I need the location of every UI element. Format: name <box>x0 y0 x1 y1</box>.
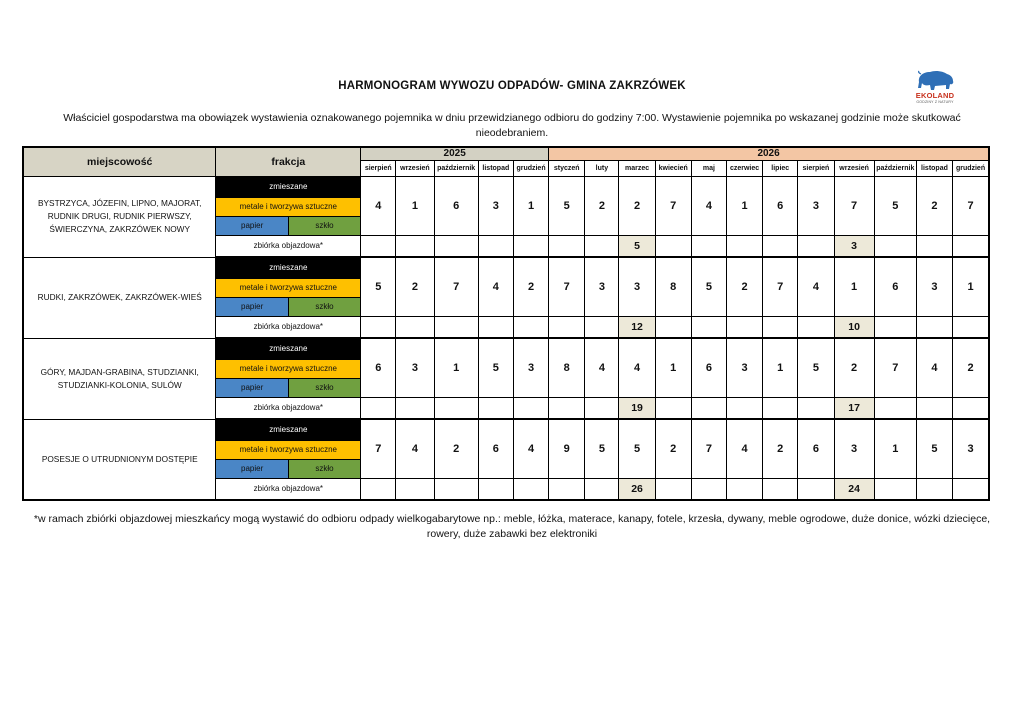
bulky-day-cell <box>726 235 762 257</box>
pickup-day-cell: 2 <box>763 419 798 478</box>
header-year-2026: 2026 <box>549 147 989 160</box>
month-header: kwiecień <box>655 160 691 176</box>
pickup-day-cell: 2 <box>396 257 434 316</box>
schedule-body <box>23 176 989 500</box>
month-header: marzec <box>619 160 655 176</box>
location-cell: RUDKI, ZAKRZÓWEK, ZAKRZÓWEK-WIEŚ <box>23 257 216 338</box>
month-header: sierpień <box>361 160 396 176</box>
bulky-day-cell: 17 <box>834 397 874 419</box>
bulky-day-cell <box>953 235 989 257</box>
pickup-day-cell: 5 <box>691 257 726 316</box>
table-row <box>23 419 989 440</box>
bulky-day-cell <box>434 235 478 257</box>
pickup-day-cell: 6 <box>691 338 726 397</box>
bulky-day-cell <box>396 235 434 257</box>
bison-icon <box>913 68 957 92</box>
pickup-day-cell: 5 <box>478 338 513 397</box>
bulky-day-cell <box>726 478 762 500</box>
bulky-day-cell <box>513 316 548 338</box>
bulky-day-cell <box>478 478 513 500</box>
pickup-day-cell: 7 <box>434 257 478 316</box>
pickup-day-cell: 4 <box>619 338 655 397</box>
bulky-day-cell <box>396 478 434 500</box>
pickup-day-cell: 1 <box>513 176 548 235</box>
logo-tagline: GODZINY Z NATURY <box>916 100 954 104</box>
bulky-day-cell <box>513 478 548 500</box>
bulky-day-cell <box>585 397 619 419</box>
fraction-glass: szkło <box>289 379 360 397</box>
fraction-paper: papier <box>216 379 288 397</box>
pickup-day-cell: 5 <box>916 419 952 478</box>
bulky-day-cell <box>874 235 916 257</box>
bulky-day-cell <box>798 478 834 500</box>
fraction-bulky-collection: zbiórka objazdowa* <box>216 397 361 419</box>
ekoland-logo <box>905 68 965 112</box>
bulky-day-cell <box>798 397 834 419</box>
pickup-day-cell: 3 <box>916 257 952 316</box>
fraction-metals-plastics: metale i tworzywa sztuczne <box>216 440 361 459</box>
pickup-day-cell: 3 <box>396 338 434 397</box>
bulky-day-cell <box>434 478 478 500</box>
month-header: luty <box>585 160 619 176</box>
month-header: lipiec <box>763 160 798 176</box>
bulky-day-cell <box>361 397 396 419</box>
pickup-day-cell: 7 <box>691 419 726 478</box>
pickup-day-cell: 3 <box>726 338 762 397</box>
bulky-day-cell <box>655 235 691 257</box>
fraction-metals-plastics: metale i tworzywa sztuczne <box>216 359 361 378</box>
pickup-day-cell: 4 <box>478 257 513 316</box>
fraction-metals-plastics: metale i tworzywa sztuczne <box>216 197 361 216</box>
bulky-day-cell <box>916 316 952 338</box>
pickup-day-cell: 4 <box>585 338 619 397</box>
bulky-day-cell <box>798 235 834 257</box>
bulky-day-cell <box>549 397 585 419</box>
bulky-day-cell <box>361 235 396 257</box>
pickup-day-cell: 6 <box>434 176 478 235</box>
pickup-day-cell: 6 <box>874 257 916 316</box>
bulky-day-cell <box>691 397 726 419</box>
pickup-day-cell: 5 <box>619 419 655 478</box>
pickup-day-cell: 5 <box>549 176 585 235</box>
fraction-metals-plastics: metale i tworzywa sztuczne <box>216 278 361 297</box>
bulky-day-cell <box>874 397 916 419</box>
location-cell: BYSTRZYCA, JÓZEFIN, LIPNO, MAJORAT, RUDNIK DRUGI, RUDNIK PIERWSZY, ŚWIERCZYNA, ZAKRZÓWEK NOWY <box>23 176 216 257</box>
pickup-day-cell: 2 <box>834 338 874 397</box>
pickup-day-cell: 3 <box>513 338 548 397</box>
month-header: wrzesień <box>396 160 434 176</box>
pickup-day-cell: 3 <box>619 257 655 316</box>
bulky-day-cell: 26 <box>619 478 655 500</box>
pickup-day-cell: 4 <box>726 419 762 478</box>
pickup-day-cell: 7 <box>549 257 585 316</box>
month-header: sierpień <box>798 160 834 176</box>
pickup-day-cell: 5 <box>798 338 834 397</box>
table-row <box>23 338 989 359</box>
pickup-day-cell: 2 <box>434 419 478 478</box>
bulky-day-cell <box>763 235 798 257</box>
month-header: listopad <box>478 160 513 176</box>
month-header: czerwiec <box>726 160 762 176</box>
pickup-day-cell: 1 <box>434 338 478 397</box>
fraction-glass: szkło <box>289 217 360 235</box>
pickup-day-cell: 1 <box>655 338 691 397</box>
pickup-day-cell: 2 <box>916 176 952 235</box>
logo-brand: EKOLAND <box>915 91 955 100</box>
month-header: listopad <box>916 160 952 176</box>
location-cell: GÓRY, MAJDAN-GRABINA, STUDZIANKI, STUDZIANKI-KOLONIA, SULÓW <box>23 338 216 419</box>
bulky-day-cell: 12 <box>619 316 655 338</box>
bulky-day-cell <box>691 316 726 338</box>
pickup-day-cell: 3 <box>834 419 874 478</box>
bulky-day-cell <box>726 316 762 338</box>
bulky-day-cell <box>549 316 585 338</box>
pickup-day-cell: 7 <box>874 338 916 397</box>
bulky-day-cell <box>655 397 691 419</box>
fraction-mixed: zmieszane <box>216 419 361 440</box>
bulky-day-cell <box>478 316 513 338</box>
schedule-table <box>22 146 990 501</box>
pickup-day-cell: 9 <box>549 419 585 478</box>
page-title: HARMONOGRAM WYWOZU ODPADÓW- GMINA ZAKRZÓWEK <box>338 80 686 92</box>
pickup-day-cell: 1 <box>726 176 762 235</box>
pickup-day-cell: 4 <box>513 419 548 478</box>
pickup-day-cell: 8 <box>549 338 585 397</box>
pickup-day-cell: 5 <box>874 176 916 235</box>
header-location: miejscowość <box>23 147 216 176</box>
month-header: grudzień <box>953 160 989 176</box>
fraction-paper: papier <box>216 298 288 316</box>
month-header: styczeń <box>549 160 585 176</box>
bulky-day-cell: 3 <box>834 235 874 257</box>
fraction-mixed: zmieszane <box>216 176 361 197</box>
fraction-paper: papier <box>216 217 288 235</box>
pickup-day-cell: 2 <box>953 338 989 397</box>
bulky-day-cell <box>763 316 798 338</box>
bulky-day-cell <box>513 235 548 257</box>
pickup-day-cell: 7 <box>655 176 691 235</box>
bulky-day-cell <box>396 397 434 419</box>
pickup-day-cell: 1 <box>396 176 434 235</box>
pickup-day-cell: 4 <box>396 419 434 478</box>
month-header: grudzień <box>513 160 548 176</box>
bulky-day-cell: 10 <box>834 316 874 338</box>
pickup-day-cell: 3 <box>585 257 619 316</box>
pickup-day-cell: 5 <box>361 257 396 316</box>
pickup-day-cell: 1 <box>834 257 874 316</box>
bulky-day-cell <box>585 478 619 500</box>
location-cell: POSESJE O UTRUDNIONYM DOSTĘPIE <box>23 419 216 500</box>
pickup-day-cell: 3 <box>953 419 989 478</box>
month-header: maj <box>691 160 726 176</box>
bulky-day-cell <box>361 478 396 500</box>
fraction-bulky-collection: zbiórka objazdowa* <box>216 316 361 338</box>
pickup-day-cell: 6 <box>763 176 798 235</box>
bulky-day-cell <box>874 316 916 338</box>
bulky-day-cell <box>763 478 798 500</box>
pickup-day-cell: 3 <box>478 176 513 235</box>
pickup-day-cell: 2 <box>619 176 655 235</box>
fraction-glass: szkło <box>289 298 360 316</box>
pickup-day-cell: 4 <box>916 338 952 397</box>
bulky-day-cell <box>953 316 989 338</box>
fraction-glass: szkło <box>289 460 360 478</box>
fraction-bulky-collection: zbiórka objazdowa* <box>216 478 361 500</box>
pickup-day-cell: 7 <box>763 257 798 316</box>
pickup-day-cell: 2 <box>655 419 691 478</box>
pickup-day-cell: 7 <box>361 419 396 478</box>
bulky-day-cell <box>953 397 989 419</box>
table-row <box>23 257 989 278</box>
intro-notice: Właściciel gospodarstwa ma obowiązek wystawienia oznakowanego pojemnika w dniu przewidzianego odbioru do godziny 7:00. Wystawienie pojemnika po wskazanej godzinie może skutkować nieodebraniem. <box>63 112 961 139</box>
pickup-day-cell: 2 <box>513 257 548 316</box>
pickup-day-cell: 5 <box>585 419 619 478</box>
pickup-day-cell: 4 <box>798 257 834 316</box>
pickup-day-cell: 4 <box>361 176 396 235</box>
pickup-day-cell: 3 <box>798 176 834 235</box>
bulky-day-cell <box>655 316 691 338</box>
pickup-day-cell: 1 <box>953 257 989 316</box>
bulky-day-cell <box>798 316 834 338</box>
bulky-day-cell <box>655 478 691 500</box>
bulky-day-cell <box>916 397 952 419</box>
pickup-day-cell: 6 <box>798 419 834 478</box>
pickup-day-cell: 7 <box>834 176 874 235</box>
bulky-day-cell <box>513 397 548 419</box>
fraction-mixed: zmieszane <box>216 257 361 278</box>
bulky-day-cell <box>691 235 726 257</box>
pickup-day-cell: 7 <box>953 176 989 235</box>
bulky-day-cell <box>726 397 762 419</box>
fraction-paper: papier <box>216 460 288 478</box>
bulky-day-cell <box>434 316 478 338</box>
bulky-day-cell <box>585 316 619 338</box>
pickup-day-cell: 1 <box>874 419 916 478</box>
fraction-mixed: zmieszane <box>216 338 361 359</box>
pickup-day-cell: 2 <box>726 257 762 316</box>
fraction-paper-glass <box>216 459 361 478</box>
month-header: październik <box>434 160 478 176</box>
bulky-day-cell <box>549 235 585 257</box>
month-header: wrzesień <box>834 160 874 176</box>
header-year-2025: 2025 <box>361 147 549 160</box>
footnote: *w ramach zbiórki objazdowej mieszkańcy mogą wystawić do odbioru odpady wielkogabarytowe np.: meble, łóżka, materace, kanapy, fotele, krzesła, dywany, meble ogrodowe, duże donice, wózki dziecięce, rowery, duże zabawki bez elektroniki <box>33 513 991 540</box>
bulky-day-cell <box>953 478 989 500</box>
bulky-day-cell <box>549 478 585 500</box>
bulky-day-cell: 19 <box>619 397 655 419</box>
month-header: październik <box>874 160 916 176</box>
fraction-paper-glass <box>216 297 361 316</box>
bulky-day-cell <box>916 478 952 500</box>
pickup-day-cell: 6 <box>478 419 513 478</box>
pickup-day-cell: 6 <box>361 338 396 397</box>
pickup-day-cell: 8 <box>655 257 691 316</box>
bulky-day-cell <box>396 316 434 338</box>
table-row <box>23 176 989 197</box>
fraction-bulky-collection: zbiórka objazdowa* <box>216 235 361 257</box>
bulky-day-cell <box>478 235 513 257</box>
header-fraction: frakcja <box>216 147 361 176</box>
bulky-day-cell <box>916 235 952 257</box>
bulky-day-cell: 5 <box>619 235 655 257</box>
bulky-day-cell <box>434 397 478 419</box>
bulky-day-cell <box>874 478 916 500</box>
bulky-day-cell <box>361 316 396 338</box>
pickup-day-cell: 1 <box>763 338 798 397</box>
pickup-day-cell: 4 <box>691 176 726 235</box>
bulky-day-cell <box>585 235 619 257</box>
bulky-day-cell <box>478 397 513 419</box>
bulky-day-cell: 24 <box>834 478 874 500</box>
fraction-paper-glass <box>216 378 361 397</box>
bulky-day-cell <box>691 478 726 500</box>
fraction-paper-glass <box>216 216 361 235</box>
pickup-day-cell: 2 <box>585 176 619 235</box>
bulky-day-cell <box>763 397 798 419</box>
